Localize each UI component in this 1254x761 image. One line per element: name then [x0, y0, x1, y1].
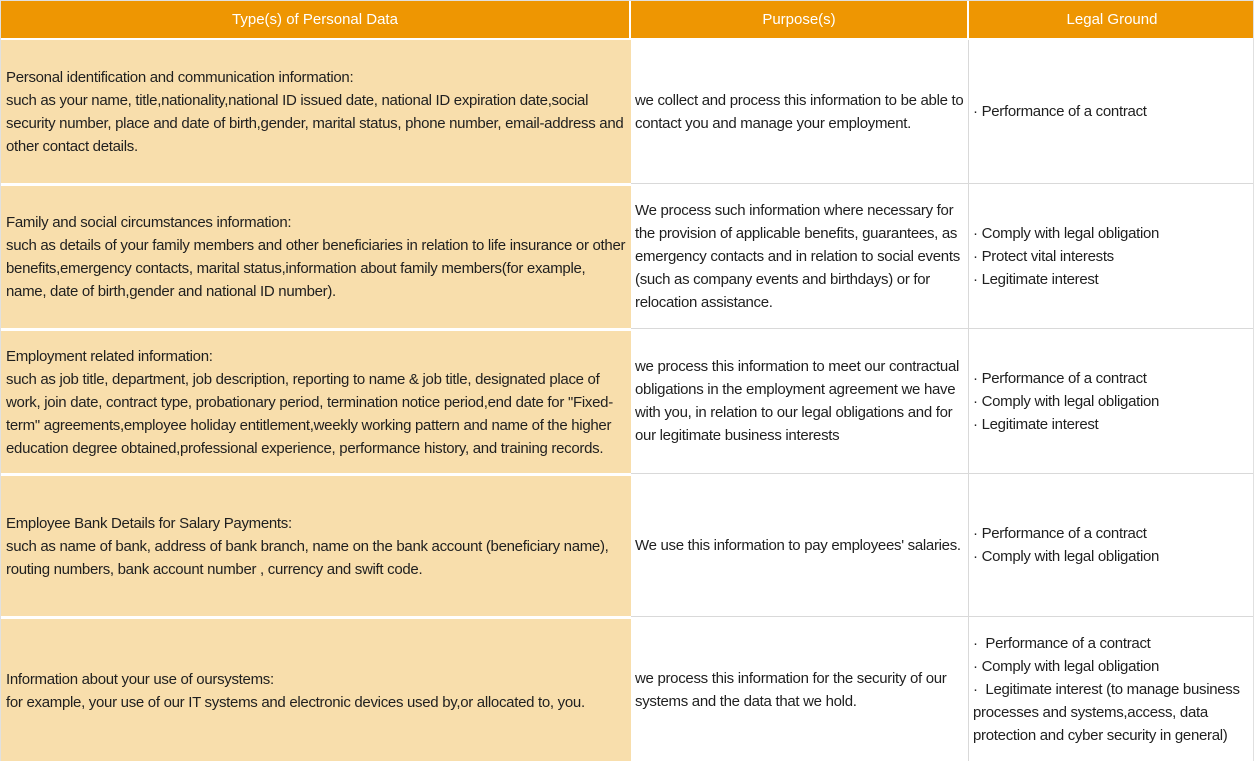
cell-type-row1: Personal identification and communication information: such as your name, title,nationality,national ID issued date, national ID expiration date,social security number, place and date of birth,gender, marital status, phone number, email-address and other contact details.	[1, 40, 631, 183]
cell-type-row3: Employment related information: such as job title, department, job description, reporting to name & job title, designated place of work, join date, contract type, probationary period, termination notice period,end date for ''Fixed-term'' agreements,employee holiday entitlement,weekly working pattern and name of the higher education degree obtained,professional experience, performance history, and training records.	[1, 328, 631, 473]
cell-legal-ground-row5: · Performance of a contract · Comply with legal obligation · Legitimate interest (to manage business processes and systems,access, data protection and cyber security in general)	[969, 616, 1254, 761]
cell-legal-ground-row3: · Performance of a contract · Comply with legal obligation · Legitimate interest	[969, 328, 1254, 473]
cell-purpose-row1: we collect and process this information to be able to contact you and manage your employment.	[631, 40, 969, 183]
cell-legal-ground-row4: · Performance of a contract · Comply with legal obligation	[969, 473, 1254, 616]
column-header-purpose: Purpose(s)	[631, 1, 969, 40]
cell-legal-ground-row2: · Comply with legal obligation · Protect vital interests · Legitimate interest	[969, 183, 1254, 328]
cell-purpose-row2: We process such information where necessary for the provision of applicable benefits, guarantees, as emergency contacts and in relation to social events (such as company events and birthdays) or for relocation assistance.	[631, 183, 969, 328]
column-header-legal-ground: Legal Ground	[969, 1, 1254, 40]
cell-type-row2: Family and social circumstances information: such as details of your family members and other beneficiaries in relation to life insurance or other benefits,emergency contacts, marital status,information about family members(for example, name, date of birth,gender and national ID number).	[1, 183, 631, 328]
cell-legal-ground-row1: · Performance of a contract	[969, 40, 1254, 183]
cell-purpose-row5: we process this information for the security of our systems and the data that we hold.	[631, 616, 969, 761]
column-header-type: Type(s) of Personal Data	[1, 1, 631, 40]
cell-purpose-row3: we process this information to meet our contractual obligations in the employment agreement we have with you, in relation to our legal obligations and for our legitimate business interests	[631, 328, 969, 473]
cell-purpose-row4: We use this information to pay employees' salaries.	[631, 473, 969, 616]
cell-type-row5: Information about your use of oursystems: for example, your use of our IT systems and electronic devices used by,or allocated to, you.	[1, 616, 631, 761]
cell-type-row4: Employee Bank Details for Salary Payments: such as name of bank, address of bank branch, name on the bank account (beneficiary name), routing numbers, bank account number , currency and swift code.	[1, 473, 631, 616]
